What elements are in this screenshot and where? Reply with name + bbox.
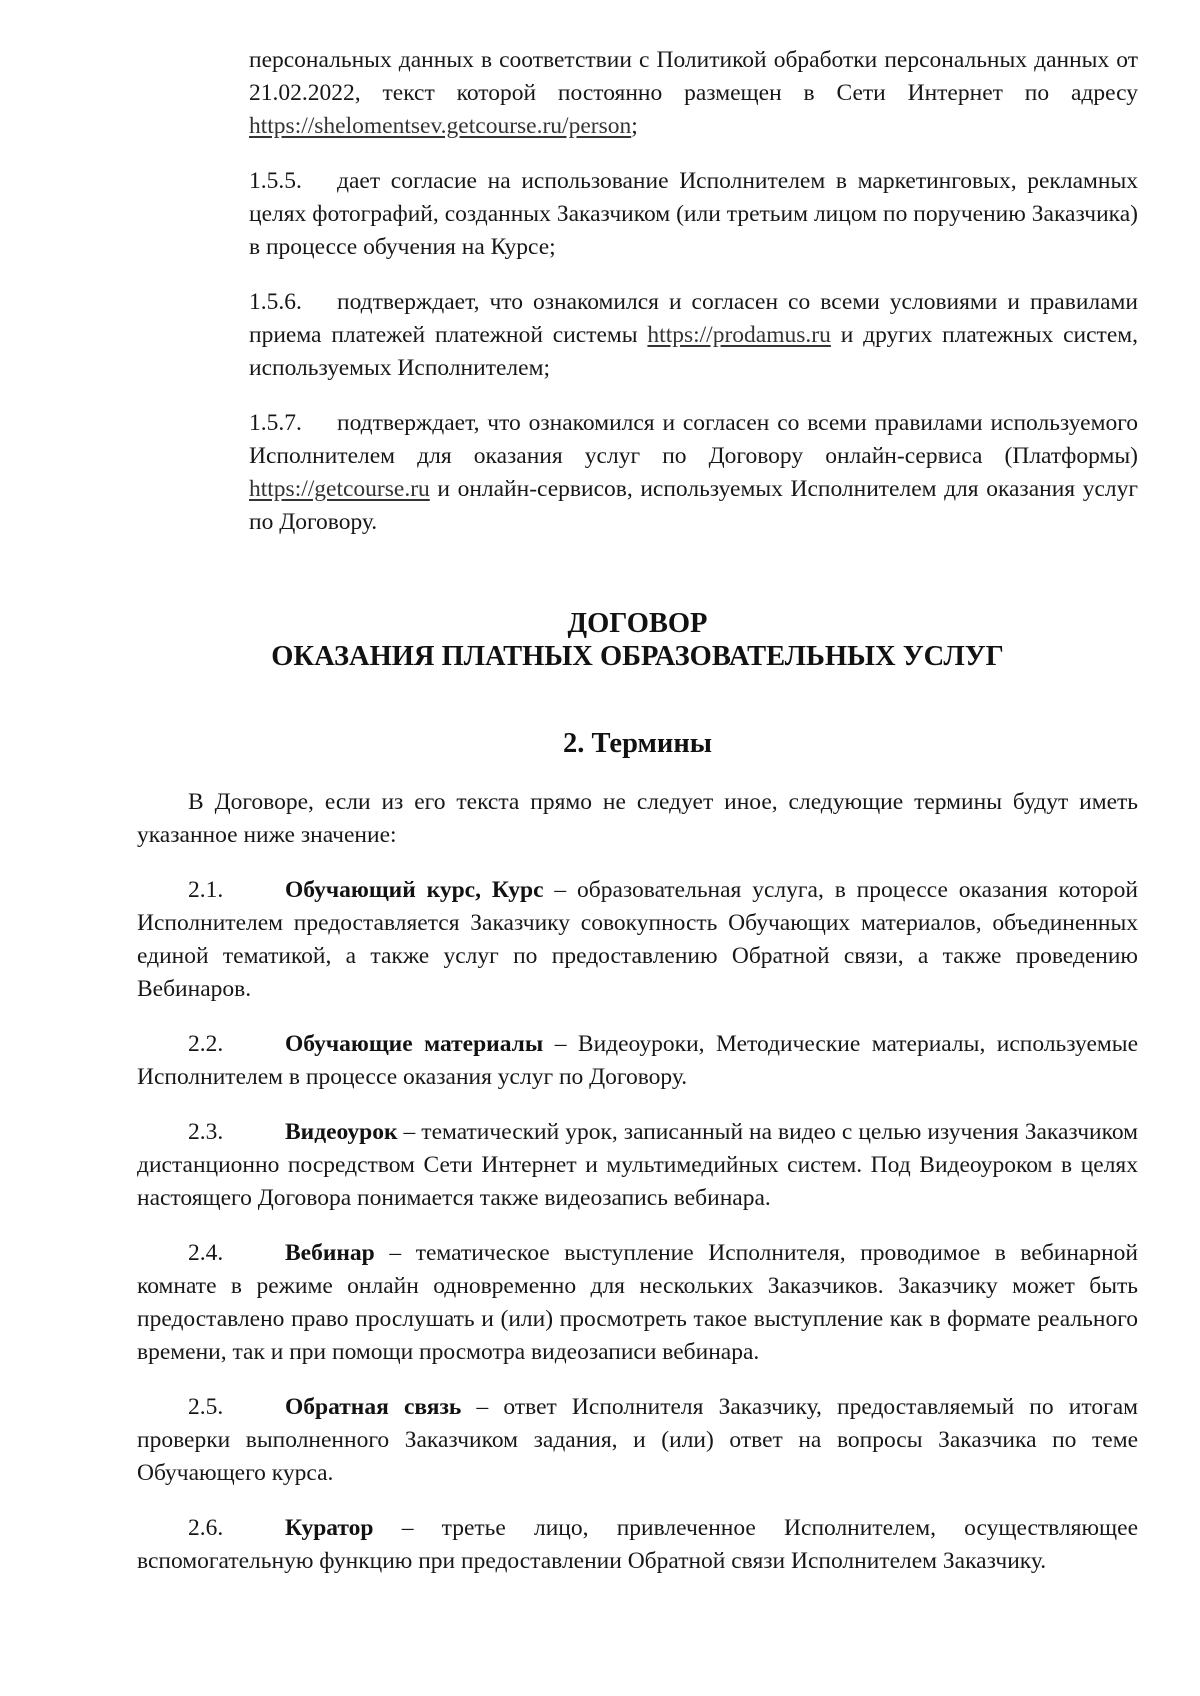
- term-2-2: [137, 1028, 1138, 1094]
- term-number: 2.1.: [188, 877, 224, 903]
- getcourse-url-link[interactable]: https://getcourse.ru: [249, 476, 430, 502]
- term-2-3: [137, 1116, 1138, 1215]
- term-number: 2.4.: [188, 1240, 224, 1266]
- term-name: Куратор: [285, 1515, 374, 1541]
- term-name: Обратная связь: [285, 1394, 462, 1420]
- prodamus-url-link[interactable]: https://prodamus.ru: [647, 322, 831, 348]
- term-definition: – тематическое выступление Исполнителя, проводимое в вебинарной комнате в режиме онлайн одновременно для нескольких Заказчиков. Заказчику может быть предоставлено право прослушать и (или) просмотреть такое выступление как в формате реального времени, так и при помощи просмотра видеозаписи вебинара.: [137, 1240, 1139, 1365]
- policy-url-link[interactable]: https://shelomentsev.getcourse.ru/person: [249, 113, 632, 139]
- clause-text-after: ;: [631, 113, 638, 139]
- term-name: Вебинар: [285, 1240, 375, 1266]
- document-title-line-2: ОКАЗАНИЯ ПЛАТНЫХ ОБРАЗОВАТЕЛЬНЫХ УСЛУГ: [271, 641, 1004, 672]
- clause-number: 1.5.7.: [249, 410, 302, 436]
- term-2-4: [137, 1237, 1138, 1369]
- term-number: 2.6.: [188, 1515, 224, 1541]
- clause-1-5-4-continuation: [249, 44, 1138, 143]
- term-definition: – тематический урок, записанный на видео с целью изучения Заказчиком дистанционно посредством Сети Интернет и мультимедийных систем. Под Видеоуроком в целях настоящего Договора понимается также видеозапись вебинара.: [137, 1119, 1139, 1211]
- clause-text: подтверждает, что ознакомился и согласен со всеми правилами используемого Исполнителем для оказания услуг по Договору онлайн-сервиса (Платформы): [249, 410, 1138, 469]
- document-title: [137, 607, 1138, 673]
- term-number: 2.2.: [188, 1031, 224, 1057]
- clause-text-after: и других платежных систем, используемых Исполнителем;: [249, 322, 1139, 381]
- term-2-1: [137, 874, 1138, 1006]
- clauses-section: [137, 44, 1138, 539]
- terms-intro-paragraph: В Договоре, если из его текста прямо не следует иное, следующие термины будут иметь указанное ниже значение:: [137, 789, 1138, 848]
- clause-1-5-6: [249, 286, 1138, 385]
- term-2-6: [137, 1512, 1138, 1578]
- term-definition: – ответ Исполнителя Заказчику, предоставляемый по итогам проверки выполненного Заказчиком задания, и (или) ответ на вопросы Заказчика по теме Обучающего курса.: [137, 1394, 1139, 1486]
- clause-1-5-5: [249, 165, 1138, 264]
- term-definition: – Видеоуроки, Методические материалы, используемые Исполнителем в процессе оказания услуг по Договору.: [137, 1031, 1139, 1090]
- term-number: 2.3.: [188, 1119, 224, 1145]
- term-name: Обучающие материалы: [285, 1031, 544, 1057]
- clause-1-5-7: [249, 407, 1138, 539]
- clause-text: дает согласие на использование Исполнителем в маркетинговых, рекламных целях фотографий, созданных Заказчиком (или третьим лицом по поручению Заказчика) в процессе обучения на Курсе;: [249, 168, 1138, 260]
- clause-text-after: и онлайн-сервисов, используемых Исполнителем для оказания услуг по Договору.: [249, 476, 1138, 535]
- clause-number: 1.5.6.: [249, 289, 302, 315]
- clause-number: 1.5.5.: [249, 168, 302, 194]
- document-title-line-1: ДОГОВОР: [567, 608, 708, 639]
- clause-text: подтверждает, что ознакомился и согласен со всеми условиями и правилами приема платежей платежной системы: [249, 289, 1138, 348]
- term-definition: – третье лицо, привлеченное Исполнителем, осуществляющее вспомогательную функцию при предоставлении Обратной связи Исполнителем Заказчику.: [137, 1515, 1138, 1574]
- clause-text: персональных данных в соответствии с Политикой обработки персональных данных от 21.02.2022, текст которой постоянно размещен в Сети Интернет по адресу: [249, 47, 1138, 106]
- term-name: Видеоурок: [285, 1119, 398, 1145]
- term-number: 2.5.: [188, 1394, 224, 1420]
- term-name: Обучающий курс, Курс: [285, 877, 544, 903]
- section-heading-terms: 2. Термины: [563, 728, 712, 759]
- term-2-5: [137, 1391, 1138, 1490]
- term-definition: – образовательная услуга, в процессе оказания которой Исполнителем предоставляется Заказчику совокупность Обучающих материалов, объединенных единой тематикой, а также услуг по предоставлению Обратной связи, а также проведению Вебинаров.: [137, 877, 1138, 1002]
